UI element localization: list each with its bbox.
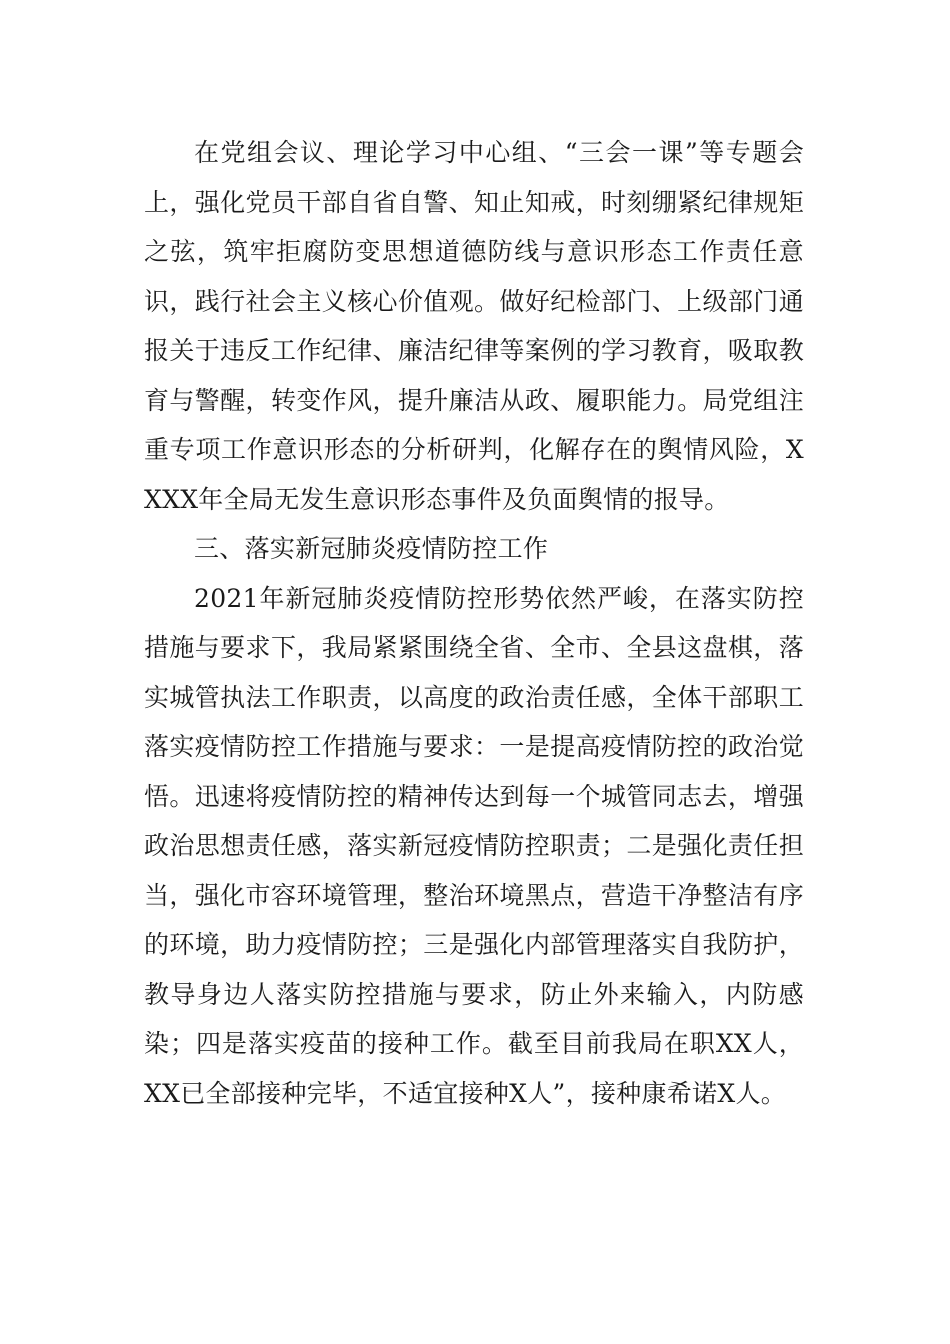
paragraph-covid-prevention: 2021年新冠肺炎疫情防控形势依然严峻，在落实防控措施与要求下，我局紧紧围绕全省、全市、全县这盘棋，落实城管执法工作职责，以高度的政治责任感，全体干部职工落实疫情防控工作措施与要求：一是提高疫情防控的政治觉悟。迅速将疫情防控的精神传达到每一个城管同志去，增强政治思想责任感，落实新冠疫情防控职责；二是强化责任担当，强化市容环境管理，整治环境黑点，营造干净整洁有序的环境，助力疫情防控；三是强化内部管理落实自我防护，教导身边人落实防控措施与要求，防止外来输入，内防感染；四是落实疫苗的接种工作。截至目前我局在职XX人，XX已全部接种完毕，不适宜接种X人”，接种康希诺X人。 [144,583,804,1108]
paragraph-discipline-education: 在党组会议、理论学习中心组、“三会一课”等专题会上，强化党员干部自省自警、知止知戒，时刻绷紧纪律规矩之弦，筑牢拒腐防变思想道德防线与意识形态工作责任意识，践行社会主义核心价值观。做好纪检部门、上级部门通报关于违反工作纪律、廉洁纪律等案例的学习教育，吸取教育与警醒，转变作风，提升廉洁从政、履职能力。局党组注重专项工作意识形态的分析研判，化解存在的舆情风险，XXXX年全局无发生意识形态事件及负面舆情的报导。 [144,138,804,514]
section-heading-covid-prevention: 三、落实新冠肺炎疫情防控工作 [194,534,549,563]
document-body [144,128,804,1118]
